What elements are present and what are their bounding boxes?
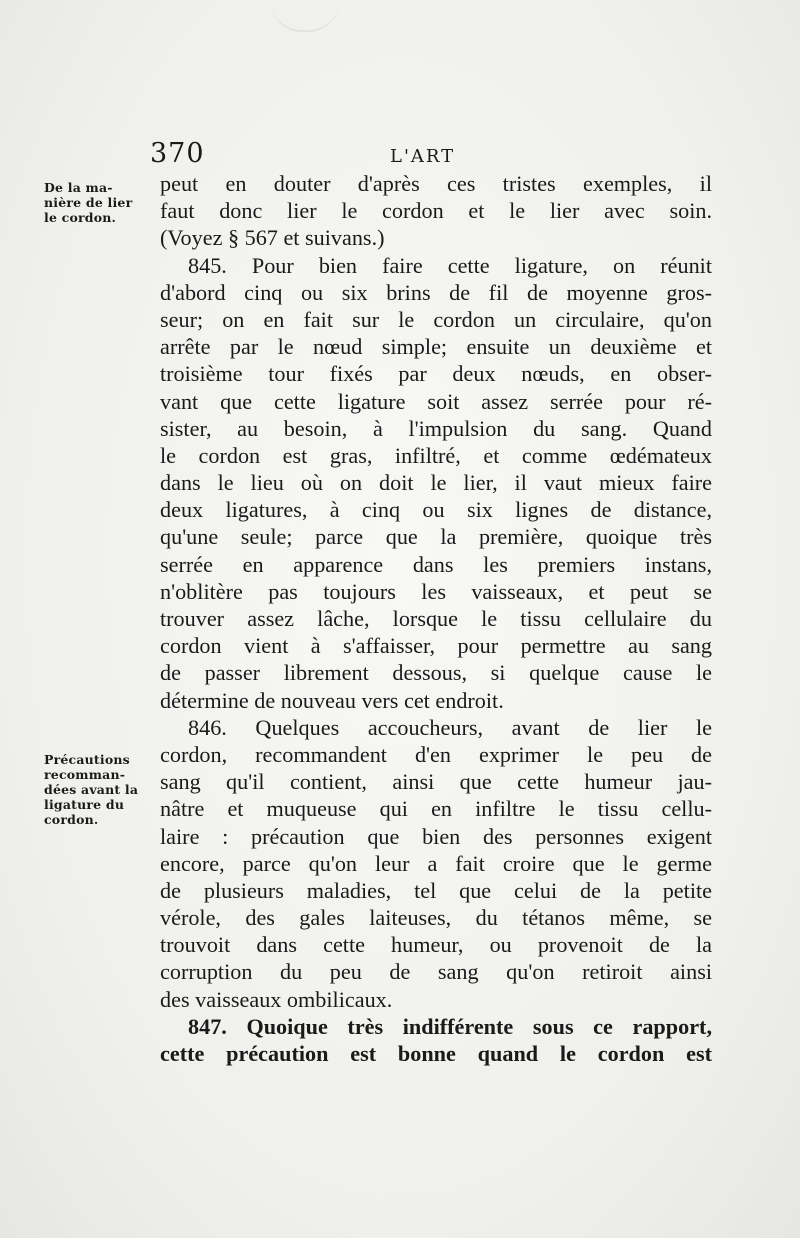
paragraph-846-start: 846. Quelques accoucheurs, avant de lier le [188, 714, 712, 740]
bleed-through-ornament [270, 0, 340, 32]
text-line: sang qu'il contient, ainsi que cette humeur jau- [160, 769, 712, 795]
running-head: L'ART [390, 146, 456, 167]
text-line: cette précaution est bonne quand le cordon est [160, 1041, 712, 1066]
margin-note-precautions [44, 752, 156, 827]
text-line: cordon vient à s'affaisser, pour permettre au sang [160, 633, 712, 659]
text-line: laire : précaution que bien des personnes exigent [160, 823, 712, 849]
text-line: corruption du peu de sang qu'on retiroit ainsi [160, 959, 712, 985]
paragraph-847-start: 847. Quoique très indifférente sous ce rapport, [188, 1013, 712, 1039]
body-text [160, 170, 712, 1067]
text-line: trouver assez lâche, lorsque le tissu cellulaire du [160, 606, 712, 631]
text-line: (Voyez § 567 et suivans.) [160, 225, 385, 251]
text-line: sister, au besoin, à l'impulsion du sang. Quand [160, 415, 712, 441]
text-line: cordon, recommandent d'en exprimer le peu de [160, 741, 712, 767]
text-line: vant que cette ligature soit assez serrée pour ré- [160, 388, 712, 414]
margin-note-line: cordon. [44, 812, 99, 827]
margin-note-line: Précautions [44, 752, 130, 767]
margin-note-line: le cordon. [44, 210, 117, 225]
text-line: serrée en apparence dans les premiers instans, [160, 551, 712, 577]
text-line: nâtre et muqueuse qui en infiltre le tissu cellu- [160, 796, 712, 822]
text-line: peut en douter d'après ces tristes exemples, il [160, 171, 712, 196]
text-line: vérole, des gales laiteuses, du tétanos même, se [160, 905, 712, 931]
text-line: détermine de nouveau vers cet endroit. [160, 687, 504, 713]
text-line: deux ligatures, à cinq ou six lignes de distance, [160, 497, 712, 523]
text-line: trouvoit dans cette humeur, ou provenoit de la [160, 932, 712, 958]
text-line: d'abord cinq ou six brins de fil de moyenne gros- [160, 279, 712, 305]
margin-note-line: dées avant la [44, 782, 139, 797]
paragraph-845-start: 845. Pour bien faire cette ligature, on réunit [188, 252, 712, 278]
text-line: qu'une seule; parce que la première, quoique très [160, 524, 712, 550]
text-line: de plusieurs maladies, tel que celui de la petite [160, 877, 712, 903]
text-line: dans le lieu où on doit le lier, il vaut mieux faire [160, 470, 712, 496]
margin-note-line: De la ma- [44, 180, 113, 195]
margin-note-ligature-method [44, 180, 156, 225]
text-line: faut donc lier le cordon et le lier avec soin. [160, 198, 712, 224]
margin-note-line: ligature du [44, 797, 125, 812]
text-line: seur; on en fait sur le cordon un circulaire, qu'on [160, 306, 712, 332]
text-line: encore, parce qu'on leur a fait croire que le germe [160, 850, 712, 876]
text-line: le cordon est gras, infiltré, et comme œdémateux [160, 442, 712, 468]
text-line: troisième tour fixés par deux nœuds, en obser- [160, 361, 712, 387]
text-line: de passer librement dessous, si quelque cause le [160, 660, 712, 686]
margin-note-line: nière de lier [44, 195, 133, 210]
text-line: des vaisseaux ombilicaux. [160, 986, 393, 1012]
text-line: n'oblitère pas toujours les vaisseaux, et peut se [160, 578, 712, 604]
page-header [150, 138, 710, 168]
text-line: arrête par le nœud simple; ensuite un deuxième et [160, 334, 712, 360]
margin-note-line: recomman- [44, 767, 126, 782]
page-number: 370 [150, 138, 205, 169]
